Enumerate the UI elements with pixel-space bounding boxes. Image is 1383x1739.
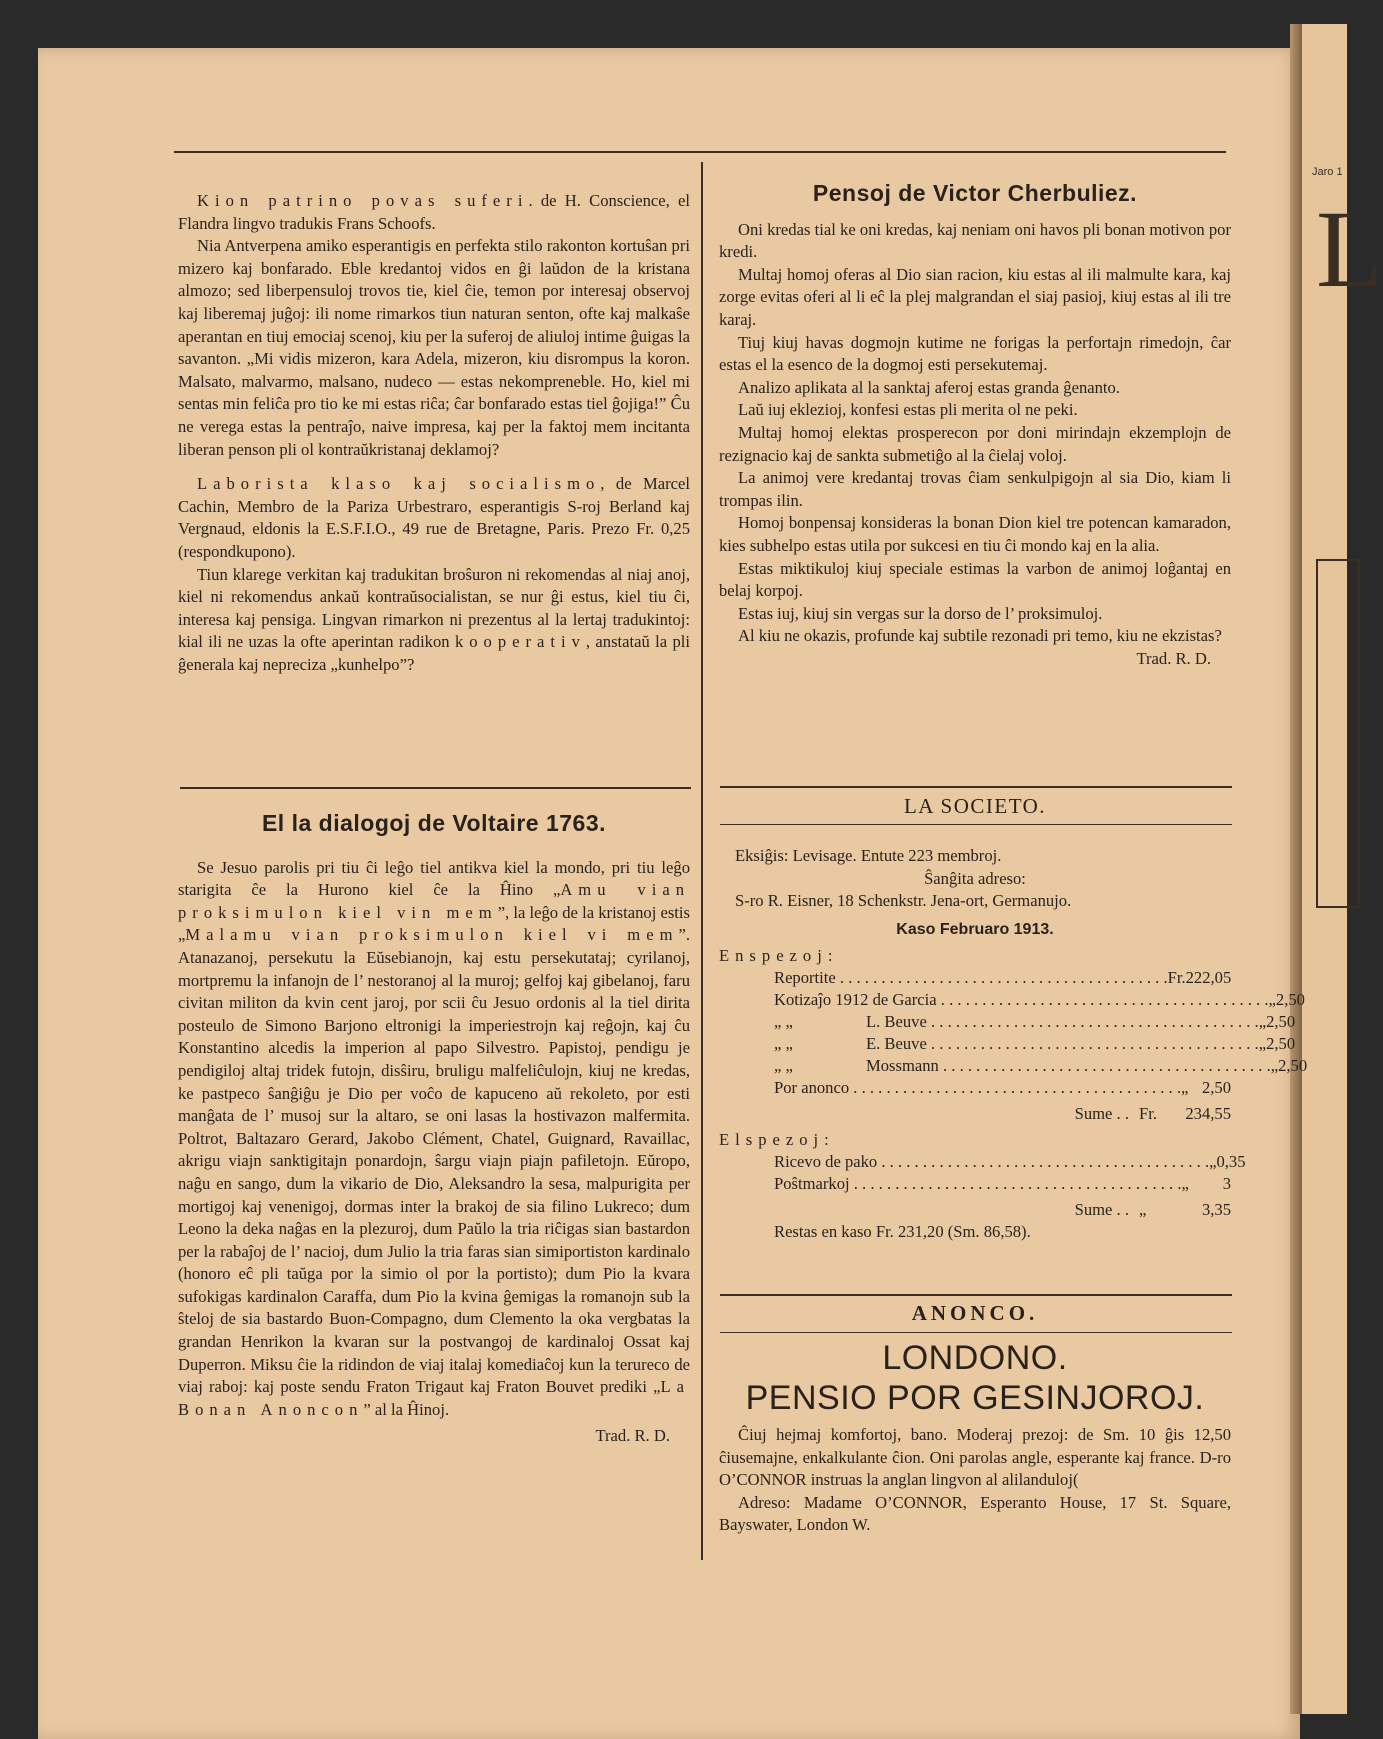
left-column-voltaire bbox=[178, 812, 690, 1448]
kaso-row-label: Por anonco . . . bbox=[774, 1077, 1181, 1099]
kaso-row-label: „ „ Mossmann . . . bbox=[774, 1055, 1271, 1077]
sume-row: Sume . . Fr. 234,55 bbox=[719, 1103, 1231, 1125]
kaso-row-currency: „ bbox=[1258, 1012, 1267, 1032]
pensoj-title: Pensoj de Victor Cherbuliez. bbox=[812, 180, 1138, 206]
anonco-body: Ĉiuj hejmaj komfortoj, bano. Moderaj prezoj: de Sm. 10 ĝis 12,50 ĉiusemajne, enkalkulante ĉion. Oni parolas angle, esperante kaj france. D-ro O’CONNOR instruas la anglan lingvon al alilanduloj( bbox=[719, 1425, 1231, 1490]
kaso-title: Kaso Februaro 1913. bbox=[896, 920, 1054, 938]
section-rule bbox=[720, 786, 1232, 788]
pensoj-item: Tiuj kiuj havas dogmojn kutime ne forigas la perfortajn rimedojn, ĉar estas el la esenco de la dogmoj esti persekutemaj. bbox=[719, 332, 1231, 375]
pensoj-item: Laŭ iuj eklezioj, konfesi estas pli merita ol ne peki. bbox=[738, 400, 1078, 420]
kaso-row bbox=[719, 1151, 1246, 1173]
kaso-row-label: „ „ E. Beuve . . . bbox=[774, 1033, 1259, 1055]
societo-title: LA SOCIETO. bbox=[903, 794, 1047, 818]
top-rule bbox=[174, 151, 1226, 153]
pensoj-item: Analizo aplikata al la sanktaj aferoj estas granda ĝenanto. bbox=[738, 377, 1120, 397]
restas-line: Restas en kaso Fr. 231,20 (Sm. 86,58). bbox=[774, 1222, 1031, 1242]
enspezoj-rows bbox=[719, 967, 1308, 1099]
pensoj-item: Oni kredas tial ke oni kredas, kaj neniam oni havos pli bonan motivon por kredi. bbox=[719, 219, 1231, 262]
review-title-spaced: Kion patrino povas suferi bbox=[197, 191, 529, 210]
ditto-marks: „ „ bbox=[774, 1012, 793, 1032]
pensoj-item: Multaj homoj elektas prosperecon por doni mirindajn ekzemplojn de rezignacio kaj de sankta submetiĝo al la ĉielaj voloj. bbox=[719, 422, 1231, 465]
voltaire-text: Se Jesuo parolis pri tiu ĉi leĝo tiel antikva kiel la mondo, pri tiu leĝo starigita ĉe la Hurono kiel ĉe la Ĥino „Amu vian proksimulon kiel vin mem”, la leĝo de la kristanoj estis „Malamu vian proksimulon kiel vi mem”. Atanazanoj, persekutu la Eŭsebianojn, kaj estu persekutataj; cyrilanoj, mortpremu la infanojn de l’ nestoranoj al la muroj; gelfoj kaj gibelanoj, faru civitan militon da kvin cent jaroj, por scii ĉu Jesuo ordonis al la tiel dirita posteulo de Simono Barjono eltronigi la imperiestrojn kaj reĝojn, kaj ĉu Konstantino alcedis la imperion al papo Silvestro. Papistoj, pendigu je pendigiloj altaj tridek futojn, disŝiru, bruligu malfeliĉulojn, kiuj ne kredas, ke pastpeco ŝanĝiĝu je Dio per voĉo de kapuceno aŭ rekoleto, por esti manĝata de l’ musoj sur la altaro, se oni lasas la hostivazon malfermita. Poltrot, Baltazaro Gerard, Jakobo Clément, Chatel, Guignard, Ravaillac, akrigu viajn sanktigitajn ponardojn, ŝargu viajn piajn pafiletojn. Eŭropo, naĝu en sango, dum la vikario de Dio, Aleksandro la sesa, malpurigita per mortigoj kaj venenigoj, dormas inter la brakoj de sia filino Lukreco; dum Leono la deka naĝas en la plezuroj, dum Paŭlo la tria riĉigas sian bastardon per la rabaĵoj de l’ nacioj, dum Julio la tria faras sian simiportiston kardinalo (honoro eĉ pli taŭga por la simio ol por la portisto); dum Pio la kvara sufokigas kardinalon Caraffa, dum Pio la kvina ĝemigas la romanojn sub la ŝteloj de sia bastardo Buon-Compagno, dum Clemento la oka vergbatas la grandan Henrikon la kvaran sur la postvangoj de kardinaloj Ossat kaj Duperron. Miksu ĉie la ridindon de viaj italaj komediaĉoj kun la terureco de viaj raboj: kaj poste sendu Fraton Trigaut kaj Fraton Bouvet prediki „La Bonan Anoncon” al la Ĥinoj. bbox=[178, 857, 691, 1419]
review-conscience-text: Nia Antverpena amiko esperantigis en perfekta stilo rakonton kortuŝan pri mizero kaj bonfarado. Eble kredantoj vidos en ĝi laŭdon de la kristana almozo; sed liberpensuloj trovos tie, kiel ĉie, temon por interesaj observoj kaj liberemaj juĝoj: ili nome rimarkos tiun naturan senton, ofte kaj malkaŝe aperantan en tiuj emociaj scenoj, kiu per la suferoj de aliuloj intime ĝuigas la savanton. „Mi vidis mizeron, kara Adela, mizeron, kiu disrompus la koron. Malsato, malvarmo, malsano, nudeco — estas nekompreneble. Ho, kiel mi sentas min feliĉa pro tio ke mi estas riĉa; ĉar bonfarado estas tiel ĝojiga!” Ĉu ne verega estas la pentraĵo, naive impresa, kaj per la faktoj mem incitanta liberan penson pli ol kontraŭkristanaj deklamoj? bbox=[178, 236, 690, 459]
pensoj-item: Estas iuj, kiuj sin vergas sur la dorso de l’ proksimuloj. bbox=[738, 603, 1103, 623]
anonco-headline-1: LONDONO. bbox=[882, 1339, 1068, 1377]
next-page-large-letter: L bbox=[1316, 188, 1383, 310]
kaso-row-amount: 2,50 bbox=[1275, 990, 1305, 1010]
pensoj-item: Al kiu ne okazis, profunde kaj subtile rezonadi pri temo, kiu ne ekzistas? bbox=[738, 626, 1222, 646]
kaso-row-currency: „ bbox=[1181, 1078, 1189, 1098]
enspezoj-label: Enspezoj: bbox=[719, 946, 839, 966]
section-rule bbox=[720, 1294, 1232, 1296]
pensoj-item: Estas miktikuloj kiuj speciale estimas la varbon de animoj loĝantaj en belaj korpoj. bbox=[719, 558, 1231, 601]
section-rule bbox=[180, 787, 691, 789]
kaso-row-currency: „ bbox=[1268, 990, 1276, 1010]
societo-sangita: Ŝanĝita adreso: bbox=[924, 868, 1026, 888]
societo-section bbox=[719, 845, 1308, 1243]
column-divider bbox=[701, 162, 703, 1560]
anonco-body-wrap bbox=[719, 1338, 1231, 1537]
sume-label: Sume . . bbox=[1074, 1200, 1129, 1220]
kaso-row bbox=[719, 1011, 1296, 1033]
kaso-row bbox=[719, 967, 1231, 989]
anonco-title: ANONCO. bbox=[911, 1301, 1039, 1325]
kaso-row-label: „ „ L. Beuve . . . bbox=[774, 1011, 1259, 1033]
kaso-row bbox=[719, 1033, 1296, 1055]
kaso-row-amount: 222,05 bbox=[1185, 968, 1232, 988]
section-rule-thin bbox=[720, 1332, 1232, 1333]
elspezoj-rows bbox=[719, 1151, 1246, 1195]
pensoj-item: La animoj vere kredantaj trovas ĉiam senkulpigojn al sia Dio, kiam li trompas ilin. bbox=[719, 468, 1231, 510]
societo-eksigis: Eksiĝis: Levisage. Entute 223 membroj. bbox=[735, 846, 1002, 865]
kaso-row-currency: „ bbox=[1270, 1056, 1279, 1076]
section-rule-thin bbox=[720, 824, 1232, 825]
voltaire-signature: Trad. R. D. bbox=[595, 1426, 670, 1446]
kaso-row-label: Reportite . . . bbox=[774, 967, 1168, 989]
next-page-header: Jaro 1 bbox=[1312, 166, 1343, 178]
kaso-row-amount: 0,35 bbox=[1216, 1152, 1246, 1172]
anonco-adreso: Adreso: Madame O’CONNOR, Esperanto House, 17 St. Square, Bayswater, London W. bbox=[719, 1492, 1231, 1535]
review-cachin: Laborista klaso kaj socialismo, de Marcel Cachin, Membro de la Pariza Urbestraro, esperantigis S-roj Berland kaj Vergnaud, eldonis la E.S.F.I.O., 49 rue de Bretagne, Paris. Prezo Fr. 0,25 (respondkupono). bbox=[178, 474, 690, 561]
anonco-headline-2: PENSIO POR GESINJOROJ. bbox=[745, 1379, 1205, 1417]
review-title-spaced: Laborista klaso kaj socialismo bbox=[197, 474, 601, 494]
pensoj-item: Homoj bonpensaj konsideras la bonan Dion kiel tre potencan kamaradon, kies subhelpo estas utila por sukcesi en tiu ĉi mondo kaj en la alia. bbox=[719, 513, 1231, 555]
kaso-row-currency: „ bbox=[1181, 1174, 1189, 1194]
kaso-row-amount: 2,50 bbox=[1201, 1078, 1231, 1098]
kaso-row-label: Ricevo de pako . . . bbox=[774, 1151, 1209, 1173]
kaso-row-amount: 3 bbox=[1222, 1174, 1231, 1194]
ditto-marks: „ „ bbox=[774, 1056, 793, 1076]
kaso-row bbox=[719, 1077, 1231, 1099]
sume-row: Sume . . „ 3,35 bbox=[719, 1199, 1231, 1221]
left-column-reviews bbox=[178, 190, 690, 676]
kaso-row-currency: „ bbox=[1258, 1034, 1267, 1054]
adjacent-page-edge bbox=[1302, 24, 1383, 1714]
review-cachin-text: Tiun klarege verkitan kaj tradukitan broŝuron ni rekomendas al niaj anoj, kiel ni rekomendus ankaŭ kontraŭsocialistan, se nur ĝi estus, kiel tiu ĉi, interesa kaj pensiga. Lingvan rimarkon ni prezentus al la lertaj tradukintoj: kial ili ne uzas la ofte aperintan radikon kooperativ, anstataŭ la pli ĝenerala kaj nepreciza „kunhelpo”? bbox=[178, 564, 690, 674]
elspezoj-label: Elspezoj: bbox=[719, 1130, 835, 1150]
voltaire-title: El la dialogoj de Voltaire 1763. bbox=[261, 810, 607, 836]
societo-address: S-ro R. Eisner, 18 Schenkstr. Jena-ort, Germanujo. bbox=[735, 891, 1072, 911]
sume-label: Sume . . bbox=[1074, 1104, 1129, 1124]
spaced-word: kooperativ bbox=[454, 632, 586, 652]
right-column-pensoj bbox=[719, 182, 1231, 670]
kaso-row-currency: Fr. bbox=[1167, 968, 1186, 988]
next-page-box bbox=[1316, 559, 1360, 908]
kaso-row bbox=[719, 989, 1305, 1011]
societo-title-wrap bbox=[719, 795, 1231, 818]
kaso-row bbox=[719, 1055, 1308, 1077]
kaso-row-label: Poŝtmarkoj . . . bbox=[774, 1173, 1181, 1195]
pensoj-signature: Trad. R. D. bbox=[1136, 648, 1211, 668]
kaso-row-amount: 2,50 bbox=[1266, 1012, 1296, 1032]
review-conscience: Kion patrino povas suferi. de H. Conscience, el Flandra lingvo tradukis Frans Schoofs. bbox=[178, 191, 690, 233]
kaso-table bbox=[719, 945, 1308, 1243]
kaso-row-currency: „ bbox=[1209, 1152, 1217, 1172]
kaso-row-amount: 2,50 bbox=[1278, 1056, 1308, 1076]
pensoj-item: Multaj homoj oferas al Dio sian racion, kiu estas al ili malmulte kara, kaj zorge evitas oferi al li eĉ la plej malgrandan el siaj pasioj, kiuj estas al ili tre karaj. bbox=[719, 264, 1231, 329]
kaso-row bbox=[719, 1173, 1231, 1195]
anonco-section bbox=[719, 1302, 1231, 1325]
kaso-row-amount: 2,50 bbox=[1266, 1034, 1296, 1054]
kaso-row-label: Kotizaĵo 1912 de Garcia . . . bbox=[774, 989, 1269, 1011]
ditto-marks: „ „ bbox=[774, 1034, 793, 1054]
